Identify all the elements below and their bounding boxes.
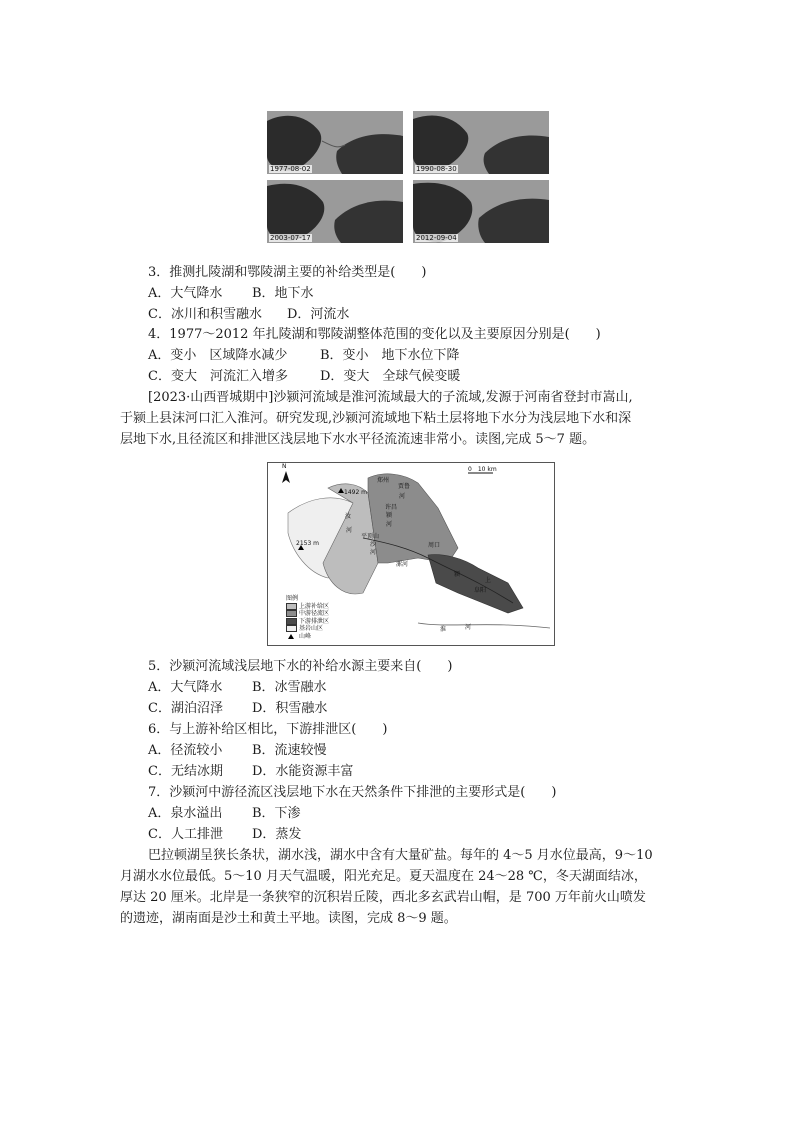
question-5-option-b[interactable]: B．冰雪融水 (252, 680, 327, 695)
map-label: 颍 (386, 512, 393, 519)
peak-icon (288, 634, 294, 639)
question-3-option-c[interactable]: C．冰川和积雪融水 (148, 307, 262, 322)
question-6-stem: 6．与上游补给区相比，下游排泄区( ) (148, 722, 388, 737)
map-label: 郑州 (377, 477, 390, 484)
satellite-image-1990 (413, 111, 549, 174)
map-label: 汝 (345, 513, 352, 520)
question-5-option-a[interactable]: A．大气降水 (148, 680, 223, 695)
map-label: 河 (346, 527, 353, 534)
legend-label: 中游径流区 (299, 610, 330, 617)
north-arrow-icon (282, 471, 290, 483)
question-3-stem: 3．推测扎陵湖和鄂陵湖主要的补给类型是( ) (148, 265, 427, 280)
image-date-label: 2003-07-17 (270, 234, 311, 242)
legend-item (286, 618, 329, 626)
map-label: 淮 (440, 626, 447, 633)
satellite-image-1977 (267, 111, 403, 174)
question-6-option-c[interactable]: C．无结冰期 (148, 764, 223, 779)
map-label: 阜阳 (474, 587, 487, 594)
question-4-stem: 4．1977～2012 年扎陵湖和鄂陵湖整体范围的变化以及主要原因分别是( ) (148, 327, 601, 342)
north-label: N (282, 463, 287, 470)
peak-label: 2153 m (296, 540, 320, 547)
map-label: 周口 (428, 542, 441, 549)
question-6-option-b[interactable]: B．流速较慢 (252, 743, 327, 758)
shaying-river-basin-map (267, 462, 555, 646)
map-label: 沙 (370, 541, 377, 548)
question-5-option-c[interactable]: C．湖泊沼泽 (148, 701, 223, 716)
question-4-option-c[interactable]: C．变大 河流汇入增多 (148, 369, 288, 384)
legend-label: 下游排泄区 (299, 617, 330, 625)
image-date-label: 1990-08-30 (416, 165, 457, 173)
passage-1-line-3: 层地下水,且径流区和排泄区浅层地下水水平径流流速非常小。读图,完成 5～7 题。 (120, 432, 596, 447)
middle-runoff-region (368, 474, 458, 563)
question-3-option-b[interactable]: B．地下水 (252, 286, 314, 301)
question-4-option-d[interactable]: D．变大 全球气候变暖 (320, 369, 461, 384)
map-legend (286, 595, 329, 640)
map-label: 河 (465, 624, 472, 631)
legend-title: 图例 (286, 595, 299, 602)
question-3-option-d[interactable]: D．河流水 (287, 307, 350, 322)
question-7-stem: 7．沙颍河中游径流区浅层地下水在天然条件下排泄的主要形式是( ) (148, 785, 557, 800)
legend-item (286, 625, 329, 633)
question-7-option-b[interactable]: B．下渗 (252, 806, 301, 821)
satellite-image-2012 (413, 180, 549, 243)
passage-2-line-4: 的遗迹，湖南面是沙土和黄土平地。读图，完成 8～9 题。 (120, 911, 457, 926)
question-5-stem: 5．沙颍河流域浅层地下水的补给水源主要来自( ) (148, 659, 453, 674)
map-label: 许昌 (385, 504, 398, 511)
question-7-option-d[interactable]: D．蒸发 (252, 827, 302, 842)
question-4-option-a[interactable]: A．变小 区域降水减少 (148, 348, 288, 363)
question-7-option-c[interactable]: C．人工排泄 (148, 827, 223, 842)
scale-label: 0 10 km (468, 466, 497, 473)
question-4-option-b[interactable]: B．变小 地下水位下降 (320, 348, 460, 363)
legend-item (286, 633, 329, 641)
map-label: 河 (399, 493, 406, 500)
legend-label: 山峰 (299, 632, 312, 640)
satellite-image-2003 (267, 180, 403, 243)
question-7-option-a[interactable]: A．泉水溢出 (148, 806, 223, 821)
legend-item (286, 610, 329, 618)
legend-item (286, 603, 329, 611)
legend-swatch (286, 603, 297, 610)
map-label: 河 (386, 521, 393, 528)
passage-2-line-2: 月湖水水位最低。5～10 月天气温暖，阳光充足。夏天温度在 24～28 ℃，冬天湖面结冰， (120, 869, 647, 884)
lower-discharge-region (428, 555, 523, 613)
passage-2-line-3: 厚达 20 厘米。北岸是一条狭窄的沉积岩丘陵，西北多玄武岩山帽，是 700 万年前火山喷发 (120, 890, 646, 905)
question-5-option-d[interactable]: D．积雪融水 (252, 701, 328, 716)
map-label: 上 (485, 577, 492, 584)
question-6-option-a[interactable]: A．径流较小 (148, 743, 223, 758)
map-label: 颍 (454, 571, 461, 578)
question-6-option-d[interactable]: D．水能资源丰富 (252, 764, 354, 779)
legend-swatch (286, 625, 297, 632)
legend-swatch (286, 618, 297, 625)
image-date-label: 1977-08-02 (270, 165, 311, 173)
legend-label: 上游补给区 (299, 602, 330, 610)
peak-label: 1492 m (344, 489, 368, 496)
passage-1-line-2: 于颍上县沫河口汇入淮河。研究发现,沙颍河流域地下粘土层将地下水分为浅层地下水和深 (120, 411, 632, 426)
satellite-image-grid (267, 111, 549, 243)
passage-1-line-1: [2023·山西晋城期中]沙颍河流域是淮河流域最大的子流域,发源于河南省登封市嵩山, (148, 390, 633, 405)
map-label: 河 (370, 549, 377, 556)
map-label: 平顶山 (361, 533, 380, 540)
image-date-label: 2012-09-04 (416, 234, 457, 242)
passage-2-line-1: 巴拉顿湖呈狭长条状，湖水浅，湖水中含有大量矿盐。每年的 4～5 月水位最高，9～10 (148, 848, 653, 863)
map-label: 漯河 (396, 561, 409, 568)
huai-river-line (418, 623, 550, 628)
legend-label: 基岩山区 (299, 625, 324, 632)
map-label: 贾鲁 (398, 483, 411, 490)
legend-swatch (286, 610, 297, 617)
question-3-option-a[interactable]: A．大气降水 (148, 286, 223, 301)
